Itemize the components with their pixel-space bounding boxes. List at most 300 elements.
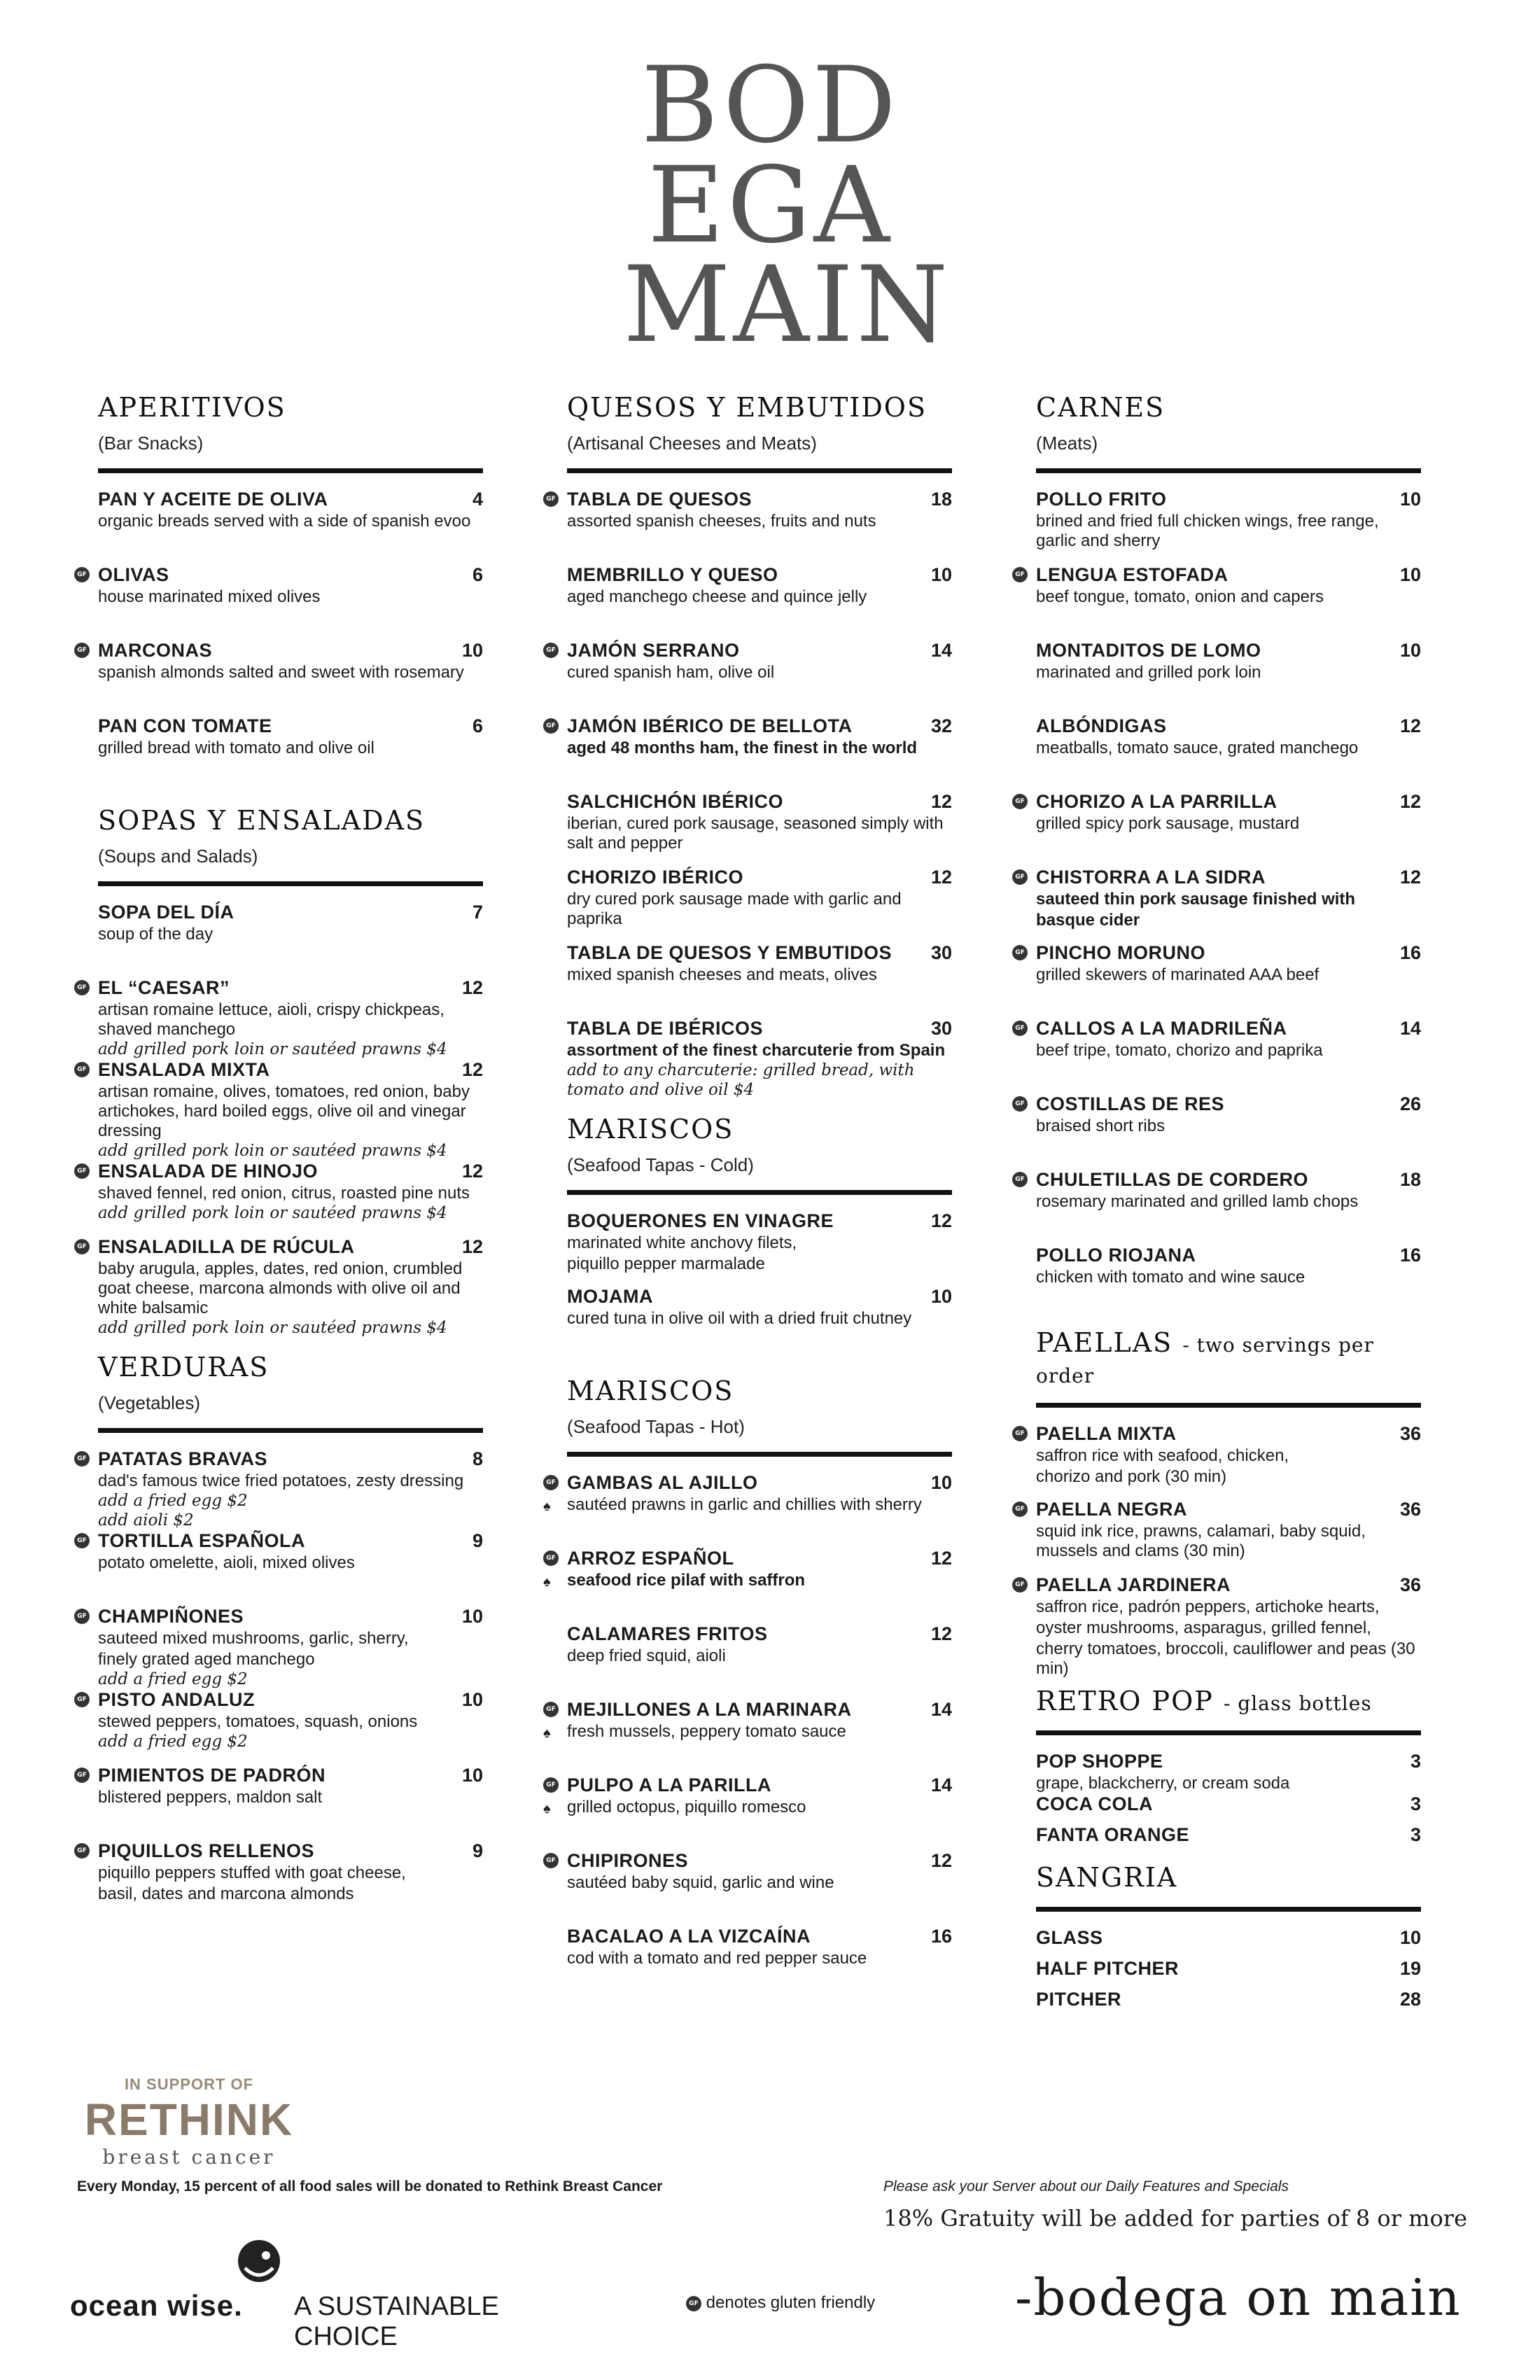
menu-item-description: meatballs, tomato sauce, grated manchego xyxy=(1036,738,1359,757)
menu-item-description: deep fried squid, aioli xyxy=(567,1646,726,1665)
gluten-friendly-icon: GF xyxy=(543,1702,559,1717)
menu-item xyxy=(77,564,483,640)
menu-item-description: spanish almonds salted and sweet with rosemary xyxy=(98,663,464,682)
menu-item xyxy=(567,1623,952,1699)
menu-item-name: MOJAMA xyxy=(567,1286,653,1307)
menu-item-price: 6 xyxy=(472,564,483,585)
menu-item xyxy=(1036,1245,1421,1320)
menu-item xyxy=(546,1850,952,1926)
menu-item-addon-note: add grilled pork loin or sautéed prawns $4 xyxy=(98,1040,447,1058)
menu-item xyxy=(98,902,483,977)
logo-line-3: MAIN xyxy=(623,244,951,366)
menu-item-description: grilled spicy pork sausage, mustard xyxy=(1036,814,1300,833)
column-middle xyxy=(543,392,952,2001)
monday-donation-note: Every Monday, 15 percent of all food sales will be donated to Rethink Breast Cancer xyxy=(77,2178,663,2194)
section-aperitivos xyxy=(77,392,483,791)
menu-item-name: HALF PITCHER xyxy=(1036,1958,1179,1979)
menu-item-price: 9 xyxy=(472,1530,483,1551)
gluten-friendly-icon: GF xyxy=(74,643,90,658)
menu-item-name: TABLA DE QUESOS xyxy=(567,489,752,510)
menu-item-description: grilled bread with tomato and olive oil xyxy=(98,738,374,757)
menu-item xyxy=(1015,1169,1421,1245)
menu-item-price: 14 xyxy=(930,1774,952,1795)
menu-item xyxy=(1015,867,1421,942)
menu-item-price: 12 xyxy=(461,1161,483,1182)
section-title xyxy=(1036,1862,1421,1893)
menu-item-name: MEMBRILLO Y QUESO xyxy=(567,564,778,585)
section-tagline: - two servings per order xyxy=(1036,1334,1374,1387)
menu-item xyxy=(77,1840,483,1916)
menu-item-price: 3 xyxy=(1410,1824,1421,1845)
menu-item-description: fresh mussels, peppery tomato sauce xyxy=(567,1722,846,1741)
rethink-logo xyxy=(77,2076,301,2169)
section-divider xyxy=(98,1428,483,1433)
section-title xyxy=(1036,392,1421,423)
menu-item-price: 12 xyxy=(461,977,483,998)
menu-item-price: 36 xyxy=(1399,1574,1421,1595)
column-left xyxy=(77,392,483,1916)
ocean-wise-fish-icon: ♠ xyxy=(543,1726,551,1741)
menu-item-description: stewed peppers, tomatoes, squash, onions xyxy=(98,1712,418,1731)
menu-item-price: 10 xyxy=(1399,564,1421,585)
gluten-friendly-icon: GF xyxy=(74,1062,90,1077)
menu-item-price: 14 xyxy=(930,1699,952,1720)
gluten-friendly-icon: GF xyxy=(1012,1021,1028,1036)
menu-item-name: CHORIZO A LA PARRILLA xyxy=(1036,791,1278,812)
menu-item-name: FANTA ORANGE xyxy=(1036,1824,1189,1845)
menu-item-name: JAMÓN IBÉRICO DE BELLOTA xyxy=(567,715,853,736)
ocean-wise-logo xyxy=(70,2233,602,2351)
menu-item-description: artisan romaine lettuce, aioli, crispy chickpeas, shaved manchego xyxy=(98,1000,444,1039)
menu-item xyxy=(567,1286,952,1362)
menu-item-name: PINCHO MORUNO xyxy=(1036,942,1205,963)
menu-item-name: CHULETILLAS DE CORDERO xyxy=(1036,1169,1308,1190)
restaurant-logo xyxy=(623,45,951,366)
menu-item-description: seafood rice pilaf with saffron xyxy=(567,1571,806,1590)
menu-item-name: PAELLA JARDINERA xyxy=(1036,1574,1231,1595)
menu-item-name: CHORIZO IBÉRICO xyxy=(567,867,744,888)
menu-item-name: OLIVAS xyxy=(98,564,169,585)
menu-item xyxy=(77,1059,483,1161)
menu-item xyxy=(1015,1018,1421,1093)
menu-item-description: iberian, cured pork sausage, seasoned simply with salt and pepper xyxy=(567,814,944,853)
menu-item-price: 9 xyxy=(472,1840,483,1861)
menu-item xyxy=(567,942,952,1018)
menu-item xyxy=(1036,640,1421,715)
menu-item xyxy=(77,1606,483,1689)
menu-item-description-3: cherry tomatoes, broccoli, cauliflower and peas (30 min) xyxy=(1036,1639,1415,1678)
menu-item-addon-note-2: add aioli $2 xyxy=(98,1511,194,1530)
menu-item-name: PITCHER xyxy=(1036,1989,1122,2010)
gluten-friendly-icon: GF xyxy=(74,1692,90,1707)
menu-item-price: 10 xyxy=(1399,489,1421,510)
menu-item-price: 12 xyxy=(1399,715,1421,736)
menu-item xyxy=(567,1018,952,1100)
menu-item-description-2: oyster mushrooms, asparagus, grilled fennel, xyxy=(1036,1618,1371,1637)
menu-item-name: BACALAO A LA VIZCAÍNA xyxy=(567,1926,811,1947)
menu-item-description: beef tripe, tomato, chorizo and paprika xyxy=(1036,1041,1323,1060)
gluten-friendly-icon: GF xyxy=(1012,1172,1028,1187)
menu-item-description: grilled octopus, piquillo romesco xyxy=(567,1798,806,1816)
gluten-friendly-icon: GF xyxy=(543,718,559,734)
menu-item-description: saffron rice with seafood, chicken, xyxy=(1036,1446,1289,1465)
menu-item-price: 32 xyxy=(930,715,952,736)
section-mariscos-hot xyxy=(543,1376,952,2001)
menu-item-name: SALCHICHÓN IBÉRICO xyxy=(567,791,784,812)
menu-item-description: marinated and grilled pork loin xyxy=(1036,663,1261,682)
ocean-wise-fish-icon: ♠ xyxy=(543,1801,551,1816)
section-sopas xyxy=(77,805,483,1338)
menu-item-name: LENGUA ESTOFADA xyxy=(1036,564,1228,585)
menu-item-name: PISTO ANDALUZ xyxy=(98,1689,255,1710)
menu-item-name: POLLO RIOJANA xyxy=(1036,1245,1196,1266)
menu-item-addon-note: add a fried egg $2 xyxy=(98,1732,248,1751)
menu-item-price: 12 xyxy=(930,791,952,812)
menu-item-price: 12 xyxy=(461,1236,483,1257)
logo-line-2: EGA xyxy=(648,144,892,267)
menu-item xyxy=(77,1161,483,1236)
section-title-text: CARNES xyxy=(1036,392,1166,423)
ocean-wise-label: ocean wise. xyxy=(70,2289,243,2322)
menu-item xyxy=(546,715,952,791)
menu-item-price: 12 xyxy=(930,867,952,888)
menu-item-price: 6 xyxy=(472,715,483,736)
section-title xyxy=(98,1352,483,1382)
menu-item xyxy=(1015,1423,1421,1499)
menu-item-description: braised short ribs xyxy=(1036,1116,1166,1135)
menu-item-description: beef tongue, tomato, onion and capers xyxy=(1036,587,1324,606)
menu-item xyxy=(77,1236,483,1338)
menu-item xyxy=(1036,1958,1421,1989)
menu-item-price: 10 xyxy=(930,1286,952,1307)
menu-item-description: dry cured pork sausage made with garlic and paprika xyxy=(567,890,902,928)
gluten-friendly-icon: GF xyxy=(543,1475,559,1490)
menu-item-name: ENSALADILLA DE RÚCULA xyxy=(98,1236,355,1257)
menu-item xyxy=(543,1472,952,1548)
section-paellas xyxy=(1015,1327,1421,1679)
menu-item-description: chicken with tomato and wine sauce xyxy=(1036,1268,1306,1287)
menu-item xyxy=(1015,1499,1421,1574)
menu-item-description-2: piquillo pepper marmalade xyxy=(567,1254,765,1273)
menu-item-name: JAMÓN SERRANO xyxy=(567,640,740,661)
menu-item-name: MONTADITOS DE LOMO xyxy=(1036,640,1261,661)
menu-item xyxy=(77,1448,483,1530)
section-subtitle: (Meats) xyxy=(1036,433,1098,454)
section-mariscos-cold xyxy=(567,1114,952,1362)
menu-item-price: 12 xyxy=(1399,791,1421,812)
menu-item-name: PAN Y ACEITE DE OLIVA xyxy=(98,489,328,510)
menu-item xyxy=(1036,489,1421,564)
section-title-text: MARISCOS xyxy=(567,1376,734,1406)
menu-item-name: PIMIENTOS DE PADRÓN xyxy=(98,1765,326,1786)
menu-item-price: 19 xyxy=(1399,1958,1421,1979)
menu-item-name: PATATAS BRAVAS xyxy=(98,1448,267,1469)
section-divider xyxy=(1036,468,1421,473)
section-subtitle: (Artisanal Cheeses and Meats) xyxy=(567,433,817,454)
menu-item xyxy=(98,489,483,564)
menu-item-description: dad's famous twice fried potatoes, zesty dressing xyxy=(98,1471,464,1490)
gluten-friendly-icon: GF xyxy=(74,1533,90,1548)
menu-item-price: 3 xyxy=(1410,1793,1421,1814)
menu-item-description: cured spanish ham, olive oil xyxy=(567,663,775,682)
menu-item-name: PULPO A LA PARILLA xyxy=(567,1774,771,1795)
column-right xyxy=(1015,392,1421,2019)
section-divider xyxy=(567,468,952,473)
menu-item-name: ENSALADA MIXTA xyxy=(98,1059,270,1080)
section-tagline: - glass bottles xyxy=(1223,1692,1372,1715)
menu-item-name: TABLA DE IBÉRICOS xyxy=(567,1018,764,1039)
menu-item-name: COCA COLA xyxy=(1036,1793,1153,1814)
section-verduras xyxy=(77,1352,483,1916)
menu-item-description-2: basque cider xyxy=(1036,911,1140,930)
gluten-friendly-icon: GF xyxy=(74,567,90,582)
gluten-friendly-icon: GF xyxy=(74,1451,90,1466)
menu-item-price: 12 xyxy=(461,1059,483,1080)
menu-item-addon-note: add a fried egg $2 xyxy=(98,1670,248,1688)
menu-item-price: 28 xyxy=(1399,1989,1421,2010)
menu-item-description: mixed spanish cheeses and meats, olives xyxy=(567,965,877,984)
gluten-friendly-icon: GF xyxy=(1012,1426,1028,1441)
menu-item-price: 30 xyxy=(930,942,952,963)
menu-item-name: CALAMARES FRITOS xyxy=(567,1623,768,1644)
menu-item-price: 12 xyxy=(930,1210,952,1231)
menu-item xyxy=(543,1699,952,1774)
menu-item-name: POP SHOPPE xyxy=(1036,1751,1163,1772)
section-title-text: APERITIVOS xyxy=(98,392,286,423)
section-divider xyxy=(1036,1730,1421,1735)
section-divider xyxy=(567,1190,952,1195)
menu-item-price: 16 xyxy=(1399,942,1421,963)
menu-item-price: 10 xyxy=(461,1765,483,1786)
menu-item xyxy=(546,489,952,564)
menu-item-description: organic breads served with a side of spanish evoo xyxy=(98,512,471,531)
rethink-wordmark: RETHINK xyxy=(84,2094,294,2145)
menu-item xyxy=(1015,564,1421,640)
menu-item-description-2: chorizo and pork (30 min) xyxy=(1036,1467,1227,1486)
menu-item-name: ENSALADA DE HINOJO xyxy=(98,1161,318,1182)
menu-item xyxy=(1015,1574,1421,1679)
menu-item-price: 30 xyxy=(930,1018,952,1039)
section-divider xyxy=(1036,1907,1421,1912)
menu-item-name: PIQUILLOS RELLENOS xyxy=(98,1840,315,1861)
menu-item xyxy=(546,640,952,715)
section-title xyxy=(98,805,483,836)
ocean-wise-fish-icon: ♠ xyxy=(543,1499,551,1514)
section-title xyxy=(1036,1327,1421,1389)
fish-icon xyxy=(231,2233,287,2289)
menu-item-description: grilled skewers of marinated AAA beef xyxy=(1036,965,1320,984)
menu-item xyxy=(98,715,483,791)
menu-item-price: 18 xyxy=(930,489,952,510)
menu-item-addon-note: add a fried egg $2 xyxy=(98,1492,248,1510)
logo-line-1: BOD xyxy=(640,45,899,167)
section-title-text: VERDURAS xyxy=(98,1352,270,1382)
menu-item-name: MEJILLONES A LA MARINARA xyxy=(567,1699,852,1720)
section-title xyxy=(1036,1686,1421,1716)
gluten-friendly-icon: GF xyxy=(1012,1096,1028,1112)
menu-item-description-2: finely grated aged manchego xyxy=(98,1650,315,1669)
menu-item-name: MARCONAS xyxy=(98,640,212,661)
section-title-text: PAELLAS xyxy=(1036,1327,1173,1358)
menu-item-description: cured tuna in olive oil with a dried fruit chutney xyxy=(567,1309,912,1328)
menu-item-description: rosemary marinated and grilled lamb chops xyxy=(1036,1192,1359,1211)
section-subtitle: (Seafood Tapas - Cold) xyxy=(567,1154,754,1175)
gf-legend xyxy=(686,2293,875,2313)
menu-item-price: 10 xyxy=(930,564,952,585)
section-title-text: MARISCOS xyxy=(567,1114,734,1144)
menu-item-price: 26 xyxy=(1399,1093,1421,1114)
menu-item-price: 36 xyxy=(1399,1423,1421,1444)
menu-item-name: TABLA DE QUESOS Y EMBUTIDOS xyxy=(567,942,892,963)
section-subtitle: (Seafood Tapas - Hot) xyxy=(567,1416,745,1437)
menu-item-description: aged manchego cheese and quince jelly xyxy=(567,587,867,606)
menu-item-price: 14 xyxy=(930,640,952,661)
menu-item-description: aged 48 months ham, the finest in the world xyxy=(567,738,918,757)
gluten-friendly-icon: GF xyxy=(74,980,90,995)
section-title xyxy=(567,1376,952,1406)
menu-item-name: CHAMPIÑONES xyxy=(98,1606,244,1627)
gluten-friendly-icon: GF xyxy=(543,1853,559,1868)
menu-item-price: 8 xyxy=(472,1448,483,1469)
menu-item-price: 12 xyxy=(930,1548,952,1569)
menu-item-price: 16 xyxy=(1399,1245,1421,1266)
section-title-text: RETRO POP xyxy=(1036,1686,1214,1716)
menu-item-description: potato omelette, aioli, mixed olives xyxy=(98,1553,355,1572)
menu-item-price: 10 xyxy=(461,1689,483,1710)
support-label: IN SUPPORT OF xyxy=(124,2076,254,2093)
section-divider xyxy=(98,881,483,886)
menu-item xyxy=(77,1530,483,1606)
ocean-wise-fish-icon: ♠ xyxy=(543,1574,551,1590)
menu-item xyxy=(1015,942,1421,1018)
menu-item-name: PAELLA NEGRA xyxy=(1036,1499,1188,1520)
menu-item-name: PAELLA MIXTA xyxy=(1036,1423,1177,1444)
menu-item xyxy=(1036,1793,1421,1824)
menu-item-description: sauteed mixed mushrooms, garlic, sherry, xyxy=(98,1629,409,1648)
gluten-friendly-icon: GF xyxy=(1012,794,1028,809)
menu-item-name: CALLOS A LA MADRILEÑA xyxy=(1036,1018,1287,1039)
gluten-friendly-icon: GF xyxy=(543,1777,559,1793)
menu-item xyxy=(77,977,483,1059)
section-divider xyxy=(1036,1403,1421,1408)
menu-item xyxy=(1036,1927,1421,1958)
gluten-friendly-icon: GF xyxy=(543,491,559,507)
menu-item xyxy=(1036,715,1421,791)
menu-item-name: ARROZ ESPAÑOL xyxy=(567,1548,734,1569)
menu-item-price: 10 xyxy=(930,1472,952,1493)
menu-item xyxy=(567,564,952,640)
menu-item xyxy=(567,867,952,942)
menu-item xyxy=(1015,1093,1421,1169)
menu-item-price: 10 xyxy=(461,1606,483,1627)
menu-item-description: grape, blackcherry, or cream soda xyxy=(1036,1774,1290,1793)
section-retro-pop xyxy=(1036,1686,1421,1855)
menu-item xyxy=(567,1926,952,2001)
gluten-friendly-icon: GF xyxy=(74,1239,90,1254)
gluten-friendly-icon: GF xyxy=(74,1609,90,1624)
menu-item-name: POLLO FRITO xyxy=(1036,489,1167,510)
menu-item-description: house marinated mixed olives xyxy=(98,587,321,606)
menu-item-price: 4 xyxy=(472,489,483,510)
gf-icon: GF xyxy=(686,2296,701,2311)
menu-item-price: 14 xyxy=(1399,1018,1421,1039)
menu-item-name: CHIPIRONES xyxy=(567,1850,689,1871)
menu-item-addon-note: add grilled pork loin or sautéed prawns $4 xyxy=(98,1142,447,1160)
menu-item xyxy=(543,1548,952,1623)
menu-item-description: artisan romaine, olives, tomatoes, red onion, baby artichokes, hard boiled eggs, olive oil and vinegar dressing xyxy=(98,1082,470,1140)
menu-item-description: assortment of the finest charcuterie from Spain xyxy=(567,1041,946,1060)
gluten-friendly-icon: GF xyxy=(1012,1577,1028,1592)
section-title-text: SOPAS Y ENSALADAS xyxy=(98,805,426,836)
menu-item-description: soup of the day xyxy=(98,925,214,944)
menu-item-description: sautéed baby squid, garlic and wine xyxy=(567,1873,834,1892)
gluten-friendly-icon: GF xyxy=(1012,1502,1028,1517)
menu-item-addon-note: add grilled pork loin or sautéed prawns $4 xyxy=(98,1204,447,1222)
menu-item-description: saffron rice, padrón peppers, artichoke hearts, xyxy=(1036,1597,1380,1616)
sustainable-choice-label: A SUSTAINABLE CHOICE xyxy=(294,2292,499,2351)
menu-item-description: sauteed thin pork sausage finished with xyxy=(1036,890,1356,909)
menu-item-description: blistered peppers, maldon salt xyxy=(98,1788,323,1807)
section-subtitle: (Vegetables) xyxy=(98,1392,200,1413)
menu-item xyxy=(77,640,483,715)
menu-item xyxy=(1036,1824,1421,1855)
menu-item xyxy=(1036,1989,1421,2019)
menu-item-description: baby arugula, apples, dates, red onion, crumbled goat cheese, marcona almonds with olive oil and white balsamic xyxy=(98,1259,463,1317)
signature: -bodega on main xyxy=(1015,2268,1462,2327)
menu-item-description: sautéed prawns in garlic and chillies with sherry xyxy=(567,1495,922,1514)
gratuity-note: 18% Gratuity will be added for parties of 8 or more xyxy=(883,2205,1467,2232)
menu-item-price: 7 xyxy=(472,902,483,923)
menu-item-description: brined and fried full chicken wings, free range, garlic and sherry xyxy=(1036,512,1379,550)
menu-item-price: 16 xyxy=(930,1926,952,1947)
breast-cancer-label: breast cancer xyxy=(102,2146,276,2169)
menu-item-name: BOQUERONES EN VINAGRE xyxy=(567,1210,834,1231)
section-title xyxy=(567,1114,952,1144)
gf-legend-label: denotes gluten friendly xyxy=(706,2293,876,2312)
menu-item-addon-note: add to any charcuterie: grilled bread, with tomato and olive oil $4 xyxy=(567,1061,915,1099)
section-subtitle: (Soups and Salads) xyxy=(98,846,258,867)
gluten-friendly-icon: GF xyxy=(74,1163,90,1179)
menu-item-description: assorted spanish cheeses, fruits and nuts xyxy=(567,512,876,531)
gluten-friendly-icon: GF xyxy=(1012,945,1028,960)
menu-item-name: ALBÓNDIGAS xyxy=(1036,715,1167,736)
menu-item xyxy=(567,1210,952,1286)
menu-item-name: PAN CON TOMATE xyxy=(98,715,272,736)
section-subtitle: (Bar Snacks) xyxy=(98,433,204,454)
gluten-friendly-icon: GF xyxy=(74,1768,90,1783)
gluten-friendly-icon: GF xyxy=(543,1550,559,1566)
menu-item-price: 12 xyxy=(930,1623,952,1644)
menu-item-name: TORTILLA ESPAÑOLA xyxy=(98,1530,305,1551)
menu-item-description: marinated white anchovy filets, xyxy=(567,1233,797,1252)
section-title-text: QUESOS Y EMBUTIDOS xyxy=(567,392,927,423)
menu-item xyxy=(1015,791,1421,867)
menu-item-addon-note: add grilled pork loin or sautéed prawns $4 xyxy=(98,1319,447,1337)
section-quesos xyxy=(546,392,952,1100)
menu-item-description: shaved fennel, red onion, citrus, roasted pine nuts xyxy=(98,1184,470,1203)
gluten-friendly-icon: GF xyxy=(543,643,559,658)
menu-item-price: 10 xyxy=(1399,640,1421,661)
menu-item-price: 12 xyxy=(930,1850,952,1871)
menu-item-name: COSTILLAS DE RES xyxy=(1036,1093,1225,1114)
menu-item-name: GLASS xyxy=(1036,1927,1103,1948)
section-title xyxy=(98,392,483,423)
section-title xyxy=(567,392,952,423)
gluten-friendly-icon: GF xyxy=(74,1843,90,1858)
menu-item-name: SOPA DEL DÍA xyxy=(98,902,234,923)
menu-item-price: 10 xyxy=(1399,1927,1421,1948)
menu-item xyxy=(1036,1751,1421,1793)
